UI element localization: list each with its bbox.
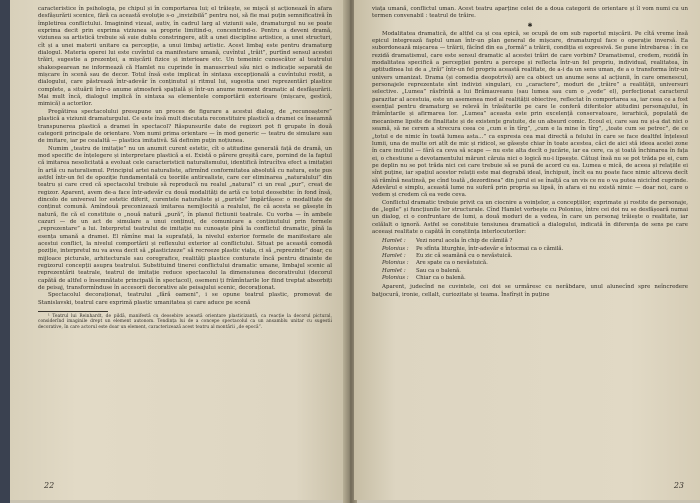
paragraph: viața umană, conflictul uman. Acest teatru aparține celei de a doua categorii de orientare și îl vom numi cu un termen convenabil : teatrul de trăire.	[372, 6, 688, 20]
speaker: Hamlet :	[382, 267, 406, 274]
dialogue-line	[372, 260, 688, 267]
left-page	[10, 0, 346, 500]
paragraph: caracteristice în psihologia, pe chipul și în comportarea lui; el trăiește, se mișcă și acționează în afara desfășurării scenice, fără ca această evoluție s-o „invizibilă” pentru noi, să fie mai puțin semnificativă în împletirea conflictului. Imaginind vizual, autiv, în cadrul larg al viziunii sale, dramaturgul nu se poate exprima decit prin exprima viziunea sa proprie limitind-o, concentrind-o. Pentru a deveni dramă, viziunea sa artistică trebuie să suie dublu constringere, atît a unei discipline artistice, a unei structuri, cît și a unei materii unitare ca percepție, a unui limbaj artistic. Acest limbaj este pentru dramaturg dialogul. Materia operei lui este cuvîntul ca manifestare umană, cuvîntul „trăit”, purtînd sensul acestei trăiri, sugestie a prezenței, a mișcării fizice și interioare etc. Un temeinic cunoscător al teatrului shakespearean ne informează că Hamlet nu cuprinde în manuscrisul său nici o indicație separată de mișcare în scenă sau de decor. Totul însă este implicat în sintaxa excepțională a cuvîntului rostit, a dialogului, care păstrează într-adevăr în conținutul și ritmul lui, sugestia unei reprezentări plastice complete, a situării într-o anume atmosferă spațială și într-un anume moment dramatic al desfășurării. Mai mult încă, dialogul implică în sintaxa sa elementele comportării exterioare (mișcare, gestică, mimică) a actorilor.	[38, 6, 332, 108]
speaker: Polonius :	[382, 275, 409, 282]
right-page	[354, 0, 700, 500]
line-text: Are spate ca o nevăstuică.	[416, 260, 488, 267]
line-text: Sau ca o balenă.	[416, 267, 461, 274]
line-text: Vezi norul acela în chip de cămilă ?	[416, 238, 513, 245]
paragraph: Conflictul dramatic trebuie privit ca un ciocnire a voințelor, a concepțiilor, exprimate și rostite de personaje, de „legile” și funcțiunile lor structurale. Cînd Hamlet vorbește cu Polonius, între cei doi nu se desfășoară numai un dialog, ci o confruntare de lumi, a două moduri de a vedea, în care un personaj trăiește o realitate, iar celălalt o ignoră. Astfel se constituie tensiunea dramatică a dialogului, indicată în diferența de sens pe care aceeași realitate o capătă în conștiința interlocutorilor:	[372, 199, 688, 235]
dialogue-line	[372, 238, 688, 245]
paragraph: Pregătirea spectacolului presupune un proces de figurare a acestui dialog, de „recunoaștere” plastică a viziunii dramaturgului. Ce este însă mult discutata reconstituire plastică a dramei ce înseamnă transpunerea plastică a dramei în spectacol? Răspunsurile date de regizori pot fi grupate în două categorii principale de orientare. Vom numi prima orientare — în mod generic — teatru de simulare sau de imitare, iar pe cealaltă — plastica imitativă. Să definim puțin noțiunea.	[38, 108, 332, 145]
paragraph: Aparent, judecînd ne cuvintele, cei doi se urmăresc cu nerăbdare, unul alunecînd spre neîncredere batjocură, ironie, cellalt, curiozitate și teama. Însfîrșit în puține	[372, 284, 688, 298]
speaker: Hamlet :	[382, 238, 406, 245]
paragraph: Modalitatea dramatică, de altfel ca și cea epică, se ocupă de om sub raportul mișcării. Pe cîtă vreme însă epicul integrează faptul uman într-un plan general de mișcare, dramaturgul face o operație inversă. Ea subordonează mișcarea — trăirii, făcînd din ea „formă” a trăirii, condiția ei expresivă. Se pune întrebarea : în ce rezidă dramatismul, care este sensul dramatic al acestei trăiri de care vorbim? Dramatismul, credem, rezidă în modalitatea specifică a percepției pentru a percepe și reflecta într-un fel propriu, individual, realitatea, în aptitudinea lui de a „trăi” într-un fel propriu această realitate, de a-i da un sens uman, de a o transforma într-un univers umanizat. Drama (și comedia deopotrivă) are ca obiect un anume sens al acțiunii, în care omenescul, personajele reprezentate sînt indivizi singulari, cu „caractere”, moduri de „trăire” a realității, universuri selective. „Lumea” răsfrîntă a lui Brămauveanu (sau lumea sau cum o „vede” el), perfecționat caracterul parazitar al acestuia, este un asemenea mod al realității obiective, reflectat în comportarea sa, iar ceea ce a fost esențial pentru dramaturg se relevă în trăsăturile pe care le conferă diferitelor atitudini personajului, în frămîntarile și afirmarea lor. „Lumea” aceasta este prin excelență conservatoare, ierarhică, populată de mecanisme lipsite de finalitate și de existențe gratuite, de un absurd comic. Ecoul ei, care sau nu și-a dat nici o seamă, să ne cerem a strecura ceea ce „cum e în tîrg”, „cum e la mine în tîrg”, „toate cum se petrec”, de ce „totul e de nimic în toată lumea asta...” ca expresia cea mai directă a felului în care se face dealtfel înțelesul lumii, una de multe ori atît de mic și ridicol, se găsește chiar în toate acestea, căci de aici stă ideea acelei zone în care inutilul — fără ca ceva să scape — nu este alta decît o jucărie, iar ea cere, ca și toată închinarea în fața ei, o chestiune a devotamentului mărunt căruia nici o logică nu-i lipsește. Cătuși însă nu se pot trăda pe ei, cum pe deplin nu se pot trăda nici cei care trebuie să se pună de acord cu ea. Lumea e mică, de aceea și relațiile ei sînt puține, iar spațiul acestor relații este mai degrabă ideal, închipuit, încît ea nu poate face nimic altceva decît să rămînă neatinsă, pe cînd toată „dezordinea” din jurul ei se înalță ca un vis ce nu o va putea nicicînd cuprinde. Adevărul e simplu, această lume nu suferă prin propria sa lipsă, în afara ei nu există nimic — doar noi, care o vedem și credem că ea vede ceva.	[372, 30, 688, 199]
paragraph: Numim „teatru de imitație” nu un anumit curent estetic, cît o atitudine generală față de dramă, un mod specific de înțelegere și interpretare plastică a ei. Există o părere greșită care, pornind de la faptul că imitarea nesolicitată a evoluat cele caracteristicii naturalismului, identifică întrucîtva efect a imitației în artă cu naturalismul. Principiul artei naturaliste, afirmînd conformitatea absolută cu natura, este pus astfel într-un fel de opoziție fundamentală cu teoriile antirealiste, care cer eliminarea „naturalului” din teatru și care cred că spectacolul trebuie să reproducă nu realul „natural” ci un real „pur”, creat de regizor. Aparent, avem de-a face într-adevăr cu două modalități de artă cu totul deosebite: în fond însă, dincolo de universul lor estetic diferit, curentele naturaliste și „puriste” împărtășesc o modalitate de conținut comună. Amîndouă preconizează imitarea nemijlocită a realului, fie că acesta se găsește în natură, fie că el constituie o „nouă natură „pură”, în planul fictiunii teatrale. Cu vorba — în ambele cazuri — de un act de simulare a unui conținut, de comunicare a conținutului prin formele „reprezentare” a lui. Interpretul teatrului de imitație nu cunoaște pînă la conflictul dramatic, pînă la esența umană a dramei. El rămîne mai la suprafață, la nivelul exterior formele de manifestare ale acestui conflict, la nivelul comportării și reflexului exterior al conflictului. Situat pe această comodă poziție, interpretul nu va avea decit să „plasticizeze” să recreeze plastic viața, ci să „reprezinte” doar, cu mijloace picturale, arhitecturale sau coregrafice, realități plastice conturate încă pentru dinainte de regizorul concepții asupra teatrului. Substituind tinerei conflictului dramatic umane, limbajul scenic al reprezentării teatrale, teatrul de imitație reduce spectacolul la dimensiunea decorativului (decorul capătă de altfel o însemnătate principală în spectacol), osemeni ți frămîntarile lor fiind treptat absorbiți de peisaj, transformînduse în accesorii decorative ale peisajului scenic, decoraționat.	[38, 145, 332, 292]
speaker: Hamlet :	[382, 253, 406, 259]
left-body	[38, 6, 332, 307]
dialogue-block	[372, 238, 688, 282]
footnote: ¹ Teatrul lui Reinhardt, de pildă, manifestă cu deosebire această orientare plasticizantă, ca reacție la decorul pictural, considerînd imaginile drept un element autonom. Tendința lui de a concepe spectacolul ca un ansamblu unitar cu sugestii decorative, în care actorul este doar un element, caracterizează acest teatru al montării „de epocă”.	[38, 314, 332, 330]
dialogue-line	[372, 268, 688, 275]
line-text: Pe sfînta liturghie, într-adevăr e întocmai ca o cămilă.	[416, 245, 564, 252]
speaker: Polonius :	[382, 260, 409, 267]
dialogue-line	[372, 275, 688, 282]
open-book	[10, 0, 700, 503]
line-text: Eu zic că seamănă cu o nevăstuică.	[416, 253, 513, 259]
section-separator: ✱	[527, 21, 533, 29]
dialogue-line	[372, 246, 688, 253]
footnote-rule	[38, 311, 108, 312]
page-number-left: 22	[44, 481, 55, 490]
line-text: Chiar ca o balenă.	[416, 275, 466, 282]
paragraph: Spectacolul decoraționat, teatrului „fără oameni”, i se opune teatrul plastic, promovat de Stanislavski, teatrul care exprimă plastic umanitatea și care aduce pe scenă	[38, 292, 332, 306]
page-number-right: 23	[673, 481, 684, 490]
speaker: Polonius :	[382, 245, 409, 252]
